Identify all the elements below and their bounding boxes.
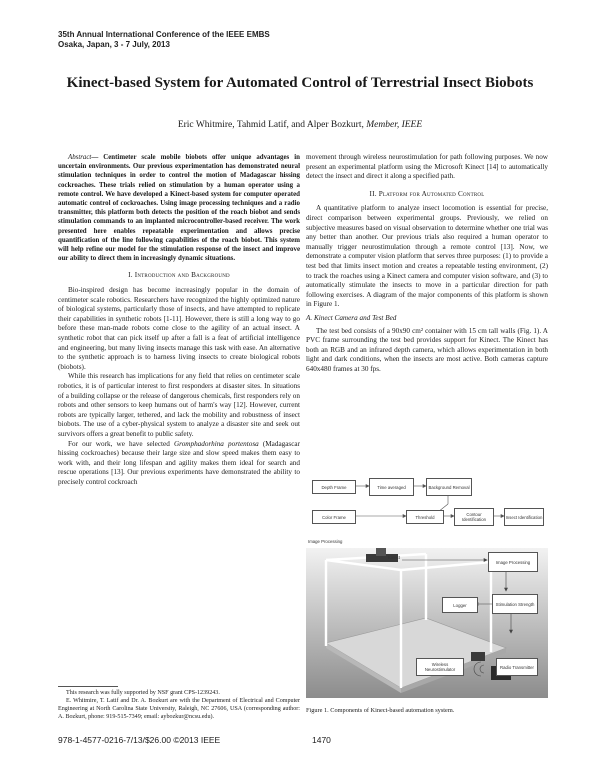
subsection-heading-a: A. Kinect Camera and Test Bed (306, 313, 397, 322)
intro-paragraph-3 (58, 440, 300, 488)
insect-identification-box: Insect Identification (504, 508, 544, 526)
color-frame-box: Color Frame (312, 510, 356, 524)
platform-paragraph: A quantitative platform to analyze insect locomotion is essential for precise, direct comparison between experimental groups. Previously, we relied on subjective measures based on visual observation to determine whether one trial was any better than another. Our previous trials also required a human operator to manually trigger neurostimulation through a remote control [13]. Now, we demonstrate a computer vision platform that serves three purposes: (1) to provide a test bed that limits insect motion and creates a repeatable testing environment, (2) to track the roaches using a Kinect camera and computer vision software, and (3) to automatically stimulate the insects to move in a particular direction for path following exercises. A diagram of the major components of this platform is shown in Figure 1. (306, 204, 548, 309)
paper-title: Kinect-based System for Automated Control of Terrestrial Insect Biobots (66, 75, 534, 91)
section-heading-2: II. Platform for Automated Control (369, 189, 485, 198)
intro-continuation: movement through wireless neurostimulation for path following purposes. We now present an experimental platform using the Microsoft Kinect [14] to automatically detect the insect and direct it along a specified path. (306, 153, 548, 181)
intro-paragraph-2: While this research has implications for any field that relies on centimeter scale robotics, it is of particular interest to first responders at disaster sites. In situations of a building collapse or the release of dangerous chemicals, first responders rely on robots and other sensors to keep humans out of harm's way [12]. However, current robots are typically larger, tethered, and lack the mobility and robustness of insect biobots. The use of a cyber-physical system to analyze a disaster site and seek out survivors offers a great benefit to public safety. (58, 372, 300, 438)
depth-frame-box: Depth Frame (312, 480, 356, 494)
figure-1 (306, 472, 548, 702)
intro-paragraph-3-rest: (Madagascar hissing cockroaches) because their large size and slow speed makes them easy to work with, and their long lifespan and agility makes them ideal for search and rescue operations [13]. Our previous experiments have demonstrated the ability to precisely control cockroach (58, 439, 300, 486)
conference-name: 35th Annual International Conference of the IEEE EMBS (58, 30, 270, 39)
figure-caption: Figure 1. Components of Kinect-based automation system. (306, 707, 455, 714)
abstract-label: Abstract (68, 154, 92, 161)
threshold-box: Threshold (406, 510, 444, 524)
footnote-rule (58, 686, 118, 687)
conference-location: Osaka, Japan, 3 - 7 July, 2013 (58, 40, 170, 49)
conference-header (58, 30, 270, 50)
background-removal-box: Background Removal (426, 478, 472, 496)
right-column (306, 153, 548, 374)
footnote (58, 689, 300, 721)
contour-identification-box: Contour Identification (454, 508, 494, 526)
species-name: Gromphadorhina portentosa (173, 439, 259, 448)
abstract (58, 153, 300, 263)
page-number: 1470 (312, 735, 331, 745)
stimulation-strength-box: Stimulation Strength (492, 594, 538, 614)
author-list (60, 120, 540, 130)
affiliation-note: E. Whitmire, T. Latif and Dr. A. Bozkurt are with the Department of Electrical and Computer Engineering at North Carolina State University, Raleigh, NC 27606, USA (corresponding author: A. Bozkurt, phone: 919-515-7349; email: aybozkur@ncsu.edu). (58, 698, 300, 720)
left-column (58, 153, 300, 488)
radio-transmitter-box: Radio Transmitter (496, 658, 538, 676)
image-processing-box: Image Processing (488, 552, 538, 572)
abstract-text: — Centimeter scale mobile biobots offer unique advantages in uncertain environments. Our previous experimentation has demonstrated neural stimulation techniques in order to control the motion of Madagascar hissing cockroaches. These trials relied on stimulation by a human operator using a remote control. We have developed a Kinect-based system for computer operated automatic control of cockroaches. Using image processing techniques and a radio transmitter, this platform both detects the position of the roach biobot and sends stimulation commands to an implanted microcontroller-based receiver. The work presented here enables repeatable experimentation and allows precise quantification of the line following capabilities of the roach biobot. This system will help refine our model for the stimulation response of the insect and improve our ability to direct them in increasingly dynamic situations. (58, 154, 300, 263)
wireless-neurostimulator-box: Wireless Neurostimulator (416, 658, 464, 676)
testbed-paragraph: The test bed consists of a 90x90 cm² container with 15 cm tall walls (Fig. 1). A PVC frame surrounding the test bed provides support for Kinect. The Kinect has both an RGB and an infrared depth camera, which allows experimentation in both light and dark conditions, when the insects are most active. Both cameras capture 640x480 frames at 30 fps. (306, 326, 548, 373)
intro-paragraph-3-lead: For our work, we have selected (68, 439, 174, 448)
image-processing-label: Image Processing (308, 539, 343, 544)
isbn-line: 978-1-4577-0216-7/13/$26.00 ©2013 IEEE (58, 735, 221, 745)
time-averaged-box: Time averaged (369, 478, 414, 496)
kinect-box: Kinect (388, 554, 400, 560)
author-names: Eric Whitmire, Tahmid Latif, and Alper Bozkurt, (177, 120, 367, 130)
funding-note: This research was fully supported by NSF grant CPS-1239243. (66, 690, 220, 696)
section-heading-1: I. Introduction and Background (128, 271, 230, 280)
logger-box: Logger (442, 597, 478, 613)
author-role: Member, IEEE (366, 120, 423, 130)
intro-paragraph-1: Bio-inspired design has become increasingly popular in the domain of centimeter scale robotics. Researchers have recognized the highly optimized nature of biological systems, particularly those of insects, and have attempted to replicate their capabilities in synthetic robots [1-11]. However, there is still a long way to go before these man-made robots come close to the agility of an actual insect. A synthetic robot that can pick itself up after a fall is a feat of artificial intelligence and engineering, but many living insects manage this task with ease. An alternative to the synthetic approach is to harness living insects to create biological robots (biobots). (58, 286, 300, 371)
